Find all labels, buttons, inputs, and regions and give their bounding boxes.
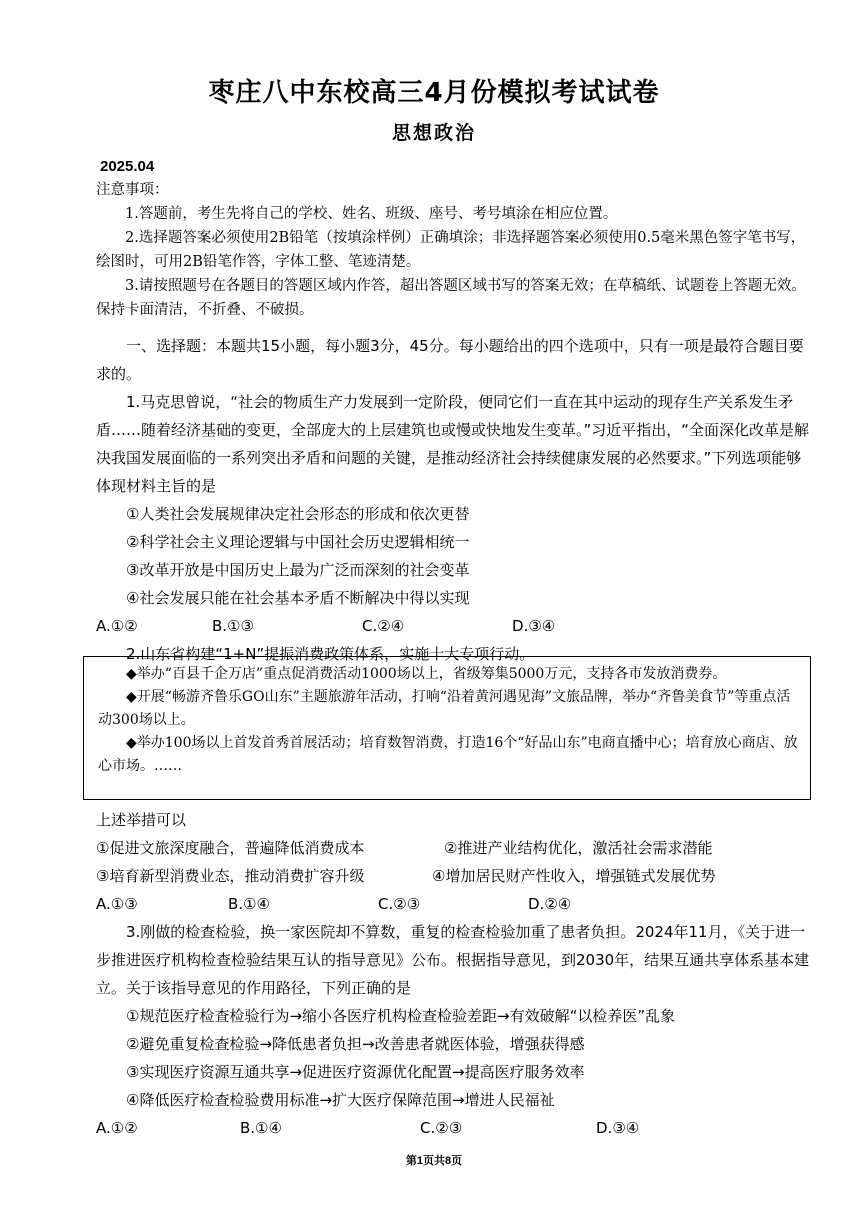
option-d: D.②④ <box>528 895 572 913</box>
exam-title: 枣庄八中东校高三4月份模拟考试试卷 <box>208 78 660 108</box>
question-1-options <box>96 612 812 640</box>
material-item: ◆举办“百县千企万店”重点促消费活动1000场以上，省级筹集5000万元，支持各市发放消费券。 <box>126 666 727 682</box>
option-b: B.①③ <box>212 617 254 635</box>
notice-heading: 注意事项： <box>96 182 169 198</box>
option-a: A.①③ <box>96 895 138 913</box>
exam-subject: 思想政治 <box>391 122 476 144</box>
question-2-item: ③培育新型消费业态，推动消费扩容升级 <box>96 867 365 885</box>
option-d: D.③④ <box>512 617 556 635</box>
option-b: B.①④ <box>228 895 270 913</box>
option-d: D.③④ <box>596 1119 640 1137</box>
material-box <box>83 656 811 800</box>
question-1-item: ③改革开放是中国历史上最为广泛而深刻的社会变革 <box>126 561 470 579</box>
question-3-item: ②避免重复检查检验→降低患者负担→改善患者就医体验，增强获得感 <box>126 1035 585 1053</box>
option-b: B.①④ <box>240 1119 282 1137</box>
notice-item: 3.请按照题号在各题目的答题区域内作答，超出答题区域书写的答案无效；在草稿纸、试题卷上答题无效。保持卡面清洁，不折叠、不破损。 <box>96 278 806 318</box>
section-intro: 一、选择题：本题共15小题，每小题3分，45分。每小题给出的四个选项中，只有一项是最符合题目要求的。 <box>96 337 804 383</box>
question-1-item: ①人类社会发展规律决定社会形态的形成和依次更替 <box>126 505 470 523</box>
question-2-item: ②推进产业结构优化，激活社会需求潜能 <box>444 839 713 857</box>
material-item: ◆举办100场以上首发首秀首展活动；培育数智消费，打造16个“好品山东”电商直播中心；培育放心商店、放心市场。…… <box>98 735 798 774</box>
material-item: ◆开展“畅游齐鲁乐GO山东”主题旅游年活动，打响“沿着黄河遇见海”文旅品牌，举办“齐鲁美食节”等重点活动300场以上。 <box>98 689 791 728</box>
question-2-stem: 2.山东省构建“1+N”提振消费政策体系，实施十大专项行动。 <box>126 645 535 663</box>
question-1-stem: 1.马克思曾说，“社会的物质生产力发展到一定阶段，便同它们一直在其中运动的现存生产关系发生矛盾……随着经济基础的变更，全部庞大的上层建筑也或慢或快地发生变革。”习近平指出，“全面深化改革是解决我国发展面临的一系列突出矛盾和问题的关键，是推动经济社会持续健康发展的必然要求。”下列选项能够体现材料主旨的是 <box>96 393 810 495</box>
question-2-items-row <box>96 834 812 862</box>
question-3-item: ④降低医疗检查检验费用标准→扩大医疗保障范围→增进人民福祉 <box>126 1091 555 1109</box>
question-2-options <box>96 890 812 918</box>
notice-section <box>96 178 812 322</box>
exam-date: 2025.04 <box>100 158 155 175</box>
question-2-item: ①促进文旅深度融合，普遍降低消费成本 <box>96 839 365 857</box>
page-number: 第1页共8页 <box>405 1155 463 1167</box>
option-a: A.①② <box>96 617 138 635</box>
question-2-items-row <box>96 862 812 890</box>
question-1-item: ②科学社会主义理论逻辑与中国社会历史逻辑相统一 <box>126 533 470 551</box>
notice-item: 2.选择题答案必须使用2B铅笔（按填涂样例）正确填涂；非选择题答案必须使用0.5毫米黑色签字笔书写，绘图时，可用2B铅笔作答，字体工整、笔迹清楚。 <box>96 230 806 270</box>
option-c: C.②③ <box>378 895 421 913</box>
question-3-options <box>96 1114 812 1142</box>
question-area-continued <box>96 806 812 1142</box>
option-c: C.②③ <box>420 1119 463 1137</box>
question-3-item: ③实现医疗资源互通共享→促进医疗资源优化配置→提高医疗服务效率 <box>126 1063 585 1081</box>
option-c: C.②④ <box>362 617 405 635</box>
question-1-item: ④社会发展只能在社会基本矛盾不断解决中得以实现 <box>126 589 470 607</box>
question-3-stem: 3.刚做的检查检验，换一家医院却不算数，重复的检查检验加重了患者负担。2024年11月，《关于进一步推进医疗机构检查检验结果互认的指导意见》公布。根据指导意见，到2030年，结果互通共享体系基本建立。关于该指导意见的作用路径，下列正确的是 <box>96 923 810 997</box>
option-a: A.①② <box>96 1119 138 1137</box>
notice-item: 1.答题前，考生先将自己的学校、姓名、班级、座号、考号填涂在相应位置。 <box>125 206 618 222</box>
question-area <box>96 332 812 668</box>
question-2-prompt: 上述举措可以 <box>96 811 187 829</box>
question-3-item: ①规范医疗检查检验行为→缩小各医疗机构检查检验差距→有效破解“以检养医”乱象 <box>126 1007 676 1025</box>
question-2-item: ④增加居民财产性收入，增强链式发展优势 <box>432 867 716 885</box>
